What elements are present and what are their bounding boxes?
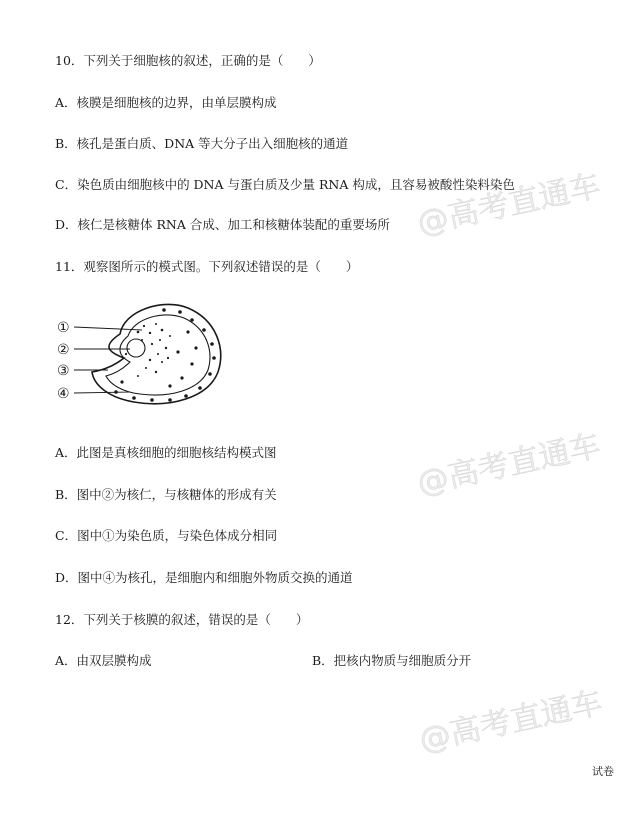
leader-lines [74, 327, 142, 393]
q11-option-a: A．此图是真核细胞的细胞核结构模式图 [55, 445, 277, 460]
q12-stem: 12．下列关于核膜的叙述，错误的是（ ） [55, 612, 309, 627]
q12-option-a: A．由双层膜构成 [55, 653, 152, 668]
label-1: ① [57, 320, 70, 336]
q11-stem: 11．观察图所示的模式图。下列叙述错误的是（ ） [55, 259, 359, 274]
q11-option-d: D．图中④为核孔，是细胞内和细胞外物质交换的通道 [55, 570, 353, 585]
watermark: @高考直通车 [416, 684, 606, 759]
q11-option-b: B．图中②为核仁，与核糖体的形成有关 [55, 487, 277, 502]
q10-option-d: D．核仁是核糖体 RNA 合成、加工和核糖体装配的重要场所 [55, 217, 390, 232]
q11-option-c: C．图中①为染色质，与染色体成分相同 [55, 528, 278, 543]
label-4: ④ [57, 386, 70, 402]
page-footer: 试卷 [592, 765, 614, 778]
q10-option-c: C．染色质由细胞核中的 DNA 与蛋白质及少量 RNA 构成，且容易被酸性染料染色 [55, 177, 515, 192]
watermark: @高考直通车 [414, 427, 604, 502]
q10-option-b: B．核孔是蛋白质、DNA 等大分子出入细胞核的通道 [55, 136, 349, 151]
label-2: ② [57, 342, 70, 358]
ribosome-dots [114, 308, 216, 402]
watermark: @高考直通车 [414, 167, 604, 242]
q10-stem: 10．下列关于细胞核的叙述，正确的是（ ） [55, 53, 321, 68]
label-3: ③ [57, 363, 70, 379]
q12-option-b: B．把核内物质与细胞质分开 [312, 653, 472, 668]
nucleus-diagram [52, 300, 232, 410]
q10-option-a: A．核膜是细胞核的边界，由单层膜构成 [55, 95, 277, 110]
nucleolus [127, 339, 145, 357]
